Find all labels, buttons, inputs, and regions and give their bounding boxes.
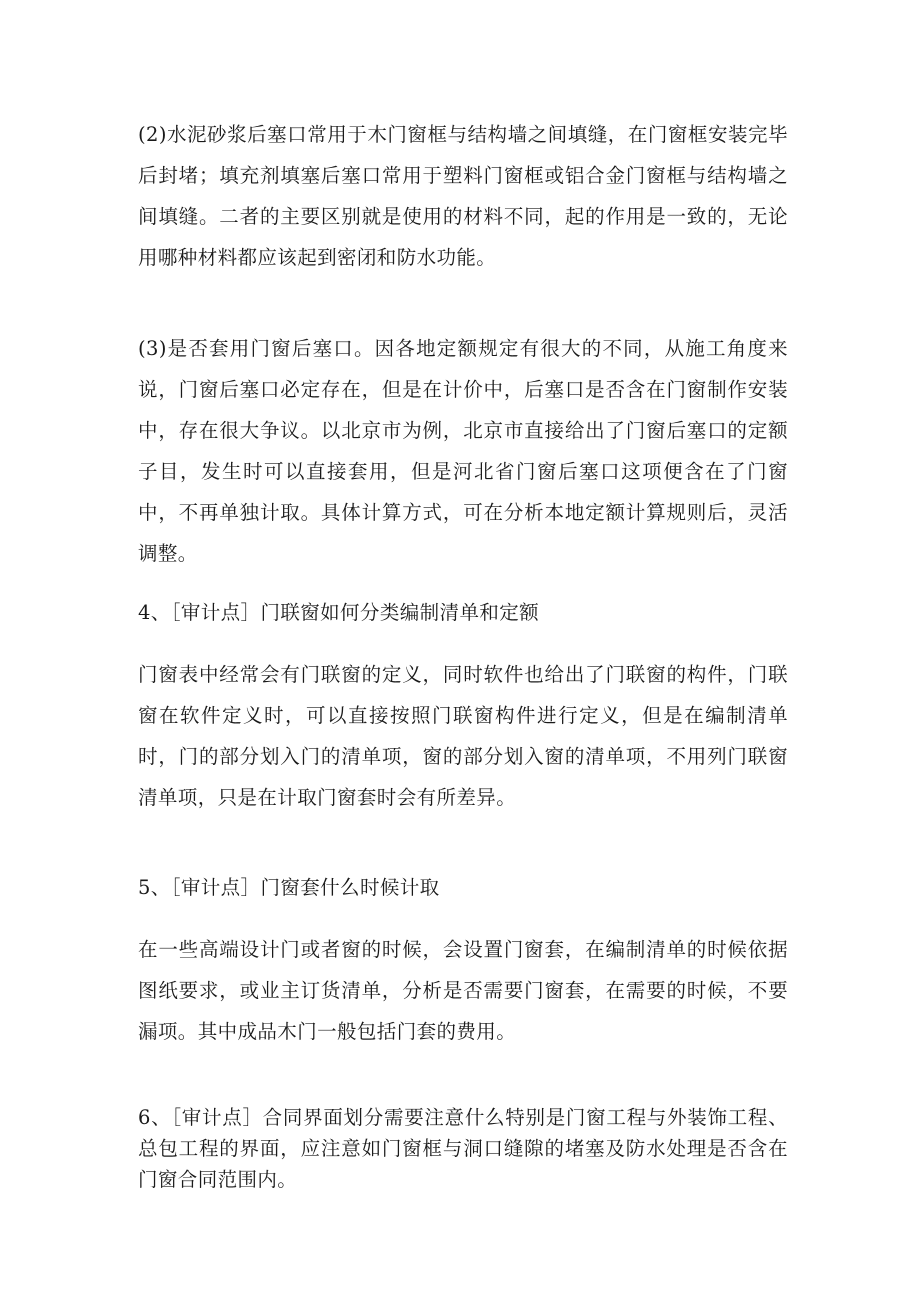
paragraph-2-sealing-methods: (2)水泥砂浆后塞口常用于木门窗框与结构墙之间填缝，在门窗框安装完毕后封堵；填充剂填塞后塞口常用于塑料门窗框或铝合金门窗框与结构墙之间填缝。二者的主要区别就是使用的材料不同，起的作用是一致的，无论用哪种材料都应该起到密闭和防水功能。 [138,123,788,269]
heading-4-door-window-combination: 4、［审计点］门联窗如何分类编制清单和定额 [138,601,540,624]
paragraph-5-door-window-casing: 在一些高端设计门或者窗的时候，会设置门窗套，在编制清单的时候依据图纸要求，或业主订货清单，分析是否需要门窗套，在需要的时候，不要漏项。其中成品木门一般包括门套的费用。 [138,938,788,1043]
heading-5-door-window-casing: 5、［审计点］门窗套什么时候计取 [138,876,440,899]
paragraph-3-applying-rear-sealing: (3)是否套用门窗后塞口。因各地定额规定有很大的不同，从施工角度来说，门窗后塞口必定存在，但是在计价中，后塞口是否含在门窗制作安装中，存在很大争议。以北京市为例，北京市直接给出了门窗后塞口的定额子目，发生时可以直接套用，但是河北省门窗后塞口这项便含在了门窗中，不再单独计取。具体计算方式，可在分析本地定额计算规则后，灵活调整。 [138,337,788,565]
paragraph-4-door-window-combination: 门窗表中经常会有门联窗的定义，同时软件也给出了门联窗的构件，门联窗在软件定义时，可以直接按照门联窗构件进行定义，但是在编制清单时，门的部分划入门的清单项，窗的部分划入窗的清单项，不用列门联窗清单项，只是在计取门窗套时会有所差异。 [138,663,788,809]
paragraph-6-contract-interface: 6、［审计点］合同界面划分需要注意什么特别是门窗工程与外装饰工程、总包工程的界面，应注意如门窗框与洞口缝隙的堵塞及防水处理是否含在门窗合同范围内。 [138,1106,788,1191]
